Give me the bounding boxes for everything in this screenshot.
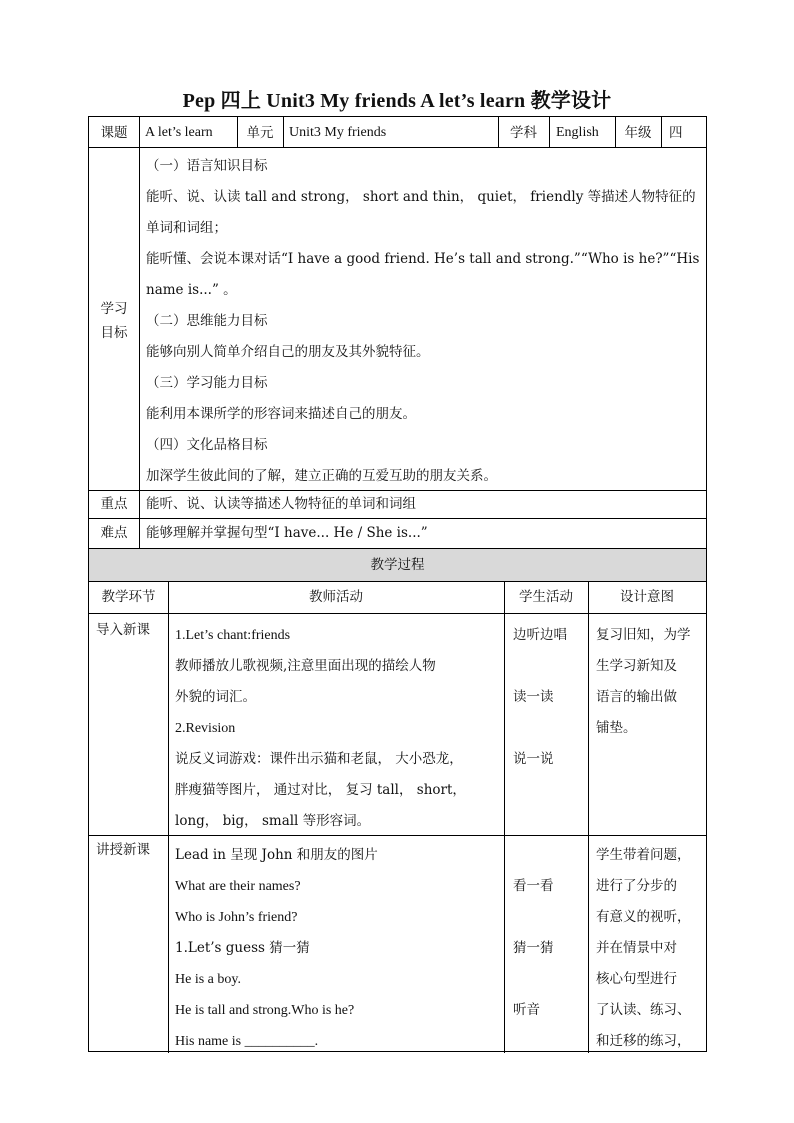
objective-line: 单词和词组；	[146, 220, 227, 236]
new-lesson-student-activity	[513, 840, 554, 1026]
unit-label: 单元	[246, 125, 274, 141]
objectives-label-line: 学习	[100, 301, 128, 317]
intent-line: 进行了分步的	[596, 878, 677, 894]
column-divider	[168, 581, 169, 1053]
teacher-line: Lead in 呈现 John 和朋友的图片	[175, 847, 378, 863]
subject-value: English	[556, 125, 599, 140]
row-divider	[89, 613, 706, 614]
teacher-header: 教师活动	[309, 589, 363, 605]
unit-value: Unit3 My friends	[289, 125, 387, 140]
intent-line: 和迁移的练习，	[596, 1033, 691, 1049]
intent-header: 设计意图	[620, 589, 674, 605]
objective-line: 加深学生彼此间的了解，建立正确的互爱互助的朋友关系。	[146, 468, 497, 484]
stage-header: 教学环节	[101, 589, 156, 605]
key-point-label: 重点	[100, 496, 128, 512]
new-lesson-design-intent	[596, 840, 691, 1057]
new-lesson-teacher-activity	[175, 840, 378, 1057]
intent-line: 核心句型进行	[596, 971, 677, 987]
document-title: Pep 四上 Unit3 My friends A let’s learn 教学设计	[182, 90, 612, 112]
teacher-line: 外貌的词汇。	[175, 689, 256, 705]
student-line	[513, 840, 554, 871]
intent-line: 铺垫。	[596, 720, 637, 736]
teacher-line: 2.Revision	[175, 721, 236, 736]
objectives-content	[146, 151, 699, 492]
student-header: 学生活动	[519, 589, 573, 605]
teacher-line: 1.Let’s guess 猜一猜	[175, 940, 310, 956]
student-line	[513, 902, 554, 933]
process-heading: 教学过程	[370, 557, 425, 573]
intent-line: 语言的输出做	[596, 689, 677, 705]
objectives-label-line: 目标	[100, 325, 128, 341]
student-line: 说一说	[513, 751, 554, 767]
intent-line: 生学习新知及	[596, 658, 677, 674]
objective-line: 能够向别人简单介绍自己的朋友及其外貌特征。	[146, 344, 430, 360]
student-line	[513, 964, 554, 995]
intro-teacher-activity	[175, 620, 466, 837]
intro-stage: 导入新课	[96, 622, 150, 638]
student-line: 边听边唱	[513, 627, 567, 643]
intent-line: 并在情景中对	[596, 940, 677, 956]
intent-line: 学生带着问题，	[596, 847, 691, 863]
objective-line: name is...” 。	[146, 282, 237, 298]
teacher-line: 说反义词游戏：课件出示猫和老鼠， 大小恐龙，	[175, 751, 463, 767]
grade-value: 四	[669, 125, 683, 141]
intro-student-activity	[513, 620, 567, 775]
column-divider	[661, 117, 662, 147]
column-divider	[588, 581, 589, 1053]
teacher-line: He is tall and strong.Who is he?	[175, 1003, 355, 1018]
objective-line: 能听懂、会说本课对话“I have a good friend. He’s tall and strong.”“Who is he?”“His	[146, 251, 700, 267]
difficulty-label: 难点	[100, 525, 128, 541]
lesson-plan-table	[88, 116, 707, 1052]
teacher-line: What are their names?	[175, 879, 301, 894]
column-divider	[549, 117, 550, 147]
student-line: 听音	[513, 1002, 540, 1018]
grade-label: 年级	[624, 125, 652, 141]
intent-line: 复习旧知，为学	[596, 627, 691, 643]
topic-value: A let’s learn	[145, 125, 213, 140]
objective-line: 能听、说、认读 tall and strong， short and thin， quiet， friendly 等描述人物特征的	[146, 189, 696, 205]
teacher-line: His name is __________.	[175, 1034, 319, 1049]
objectives-label	[89, 297, 139, 345]
objective-heading: （四）文化品格目标	[146, 437, 268, 453]
student-line: 猜一猜	[513, 940, 554, 956]
column-divider	[139, 117, 140, 548]
teacher-line: 1.Let’s chant:friends	[175, 628, 291, 643]
row-divider	[89, 581, 706, 582]
row-divider	[89, 518, 706, 519]
student-line: 读一读	[513, 689, 554, 705]
teacher-line: He is a boy.	[175, 972, 241, 987]
column-divider	[504, 581, 505, 1053]
topic-label: 课题	[100, 125, 128, 141]
objective-heading: （二）思维能力目标	[146, 313, 268, 329]
intent-line: 有意义的视听，	[596, 909, 691, 925]
objective-heading: （一）语言知识目标	[146, 158, 268, 174]
objective-line: 能利用本课所学的形容词来描述自己的朋友。	[146, 406, 416, 422]
new-lesson-stage: 讲授新课	[96, 842, 150, 858]
student-line	[513, 651, 567, 682]
teacher-line: 胖瘦猫等图片， 通过对比， 复习 tall， short，	[175, 782, 466, 798]
student-line	[513, 713, 567, 744]
column-divider	[283, 117, 284, 147]
objective-heading: （三）学习能力目标	[146, 375, 268, 391]
intent-line: 了认读、练习、	[596, 1002, 691, 1018]
intro-design-intent	[596, 620, 691, 744]
difficulty-value: 能够理解并掌握句型“I have... He / She is...”	[146, 525, 428, 541]
subject-label: 学科	[510, 125, 537, 141]
teacher-line: long， big， small 等形容词。	[175, 813, 371, 829]
row-divider	[89, 147, 706, 148]
teacher-line: Who is John’s friend?	[175, 910, 298, 925]
teacher-line: 教师播放儿歌视频,注意里面出现的描绘人物	[175, 658, 436, 674]
key-point-value: 能听、说、认读等描述人物特征的单词和词组	[146, 496, 416, 512]
student-line: 看一看	[513, 878, 554, 894]
